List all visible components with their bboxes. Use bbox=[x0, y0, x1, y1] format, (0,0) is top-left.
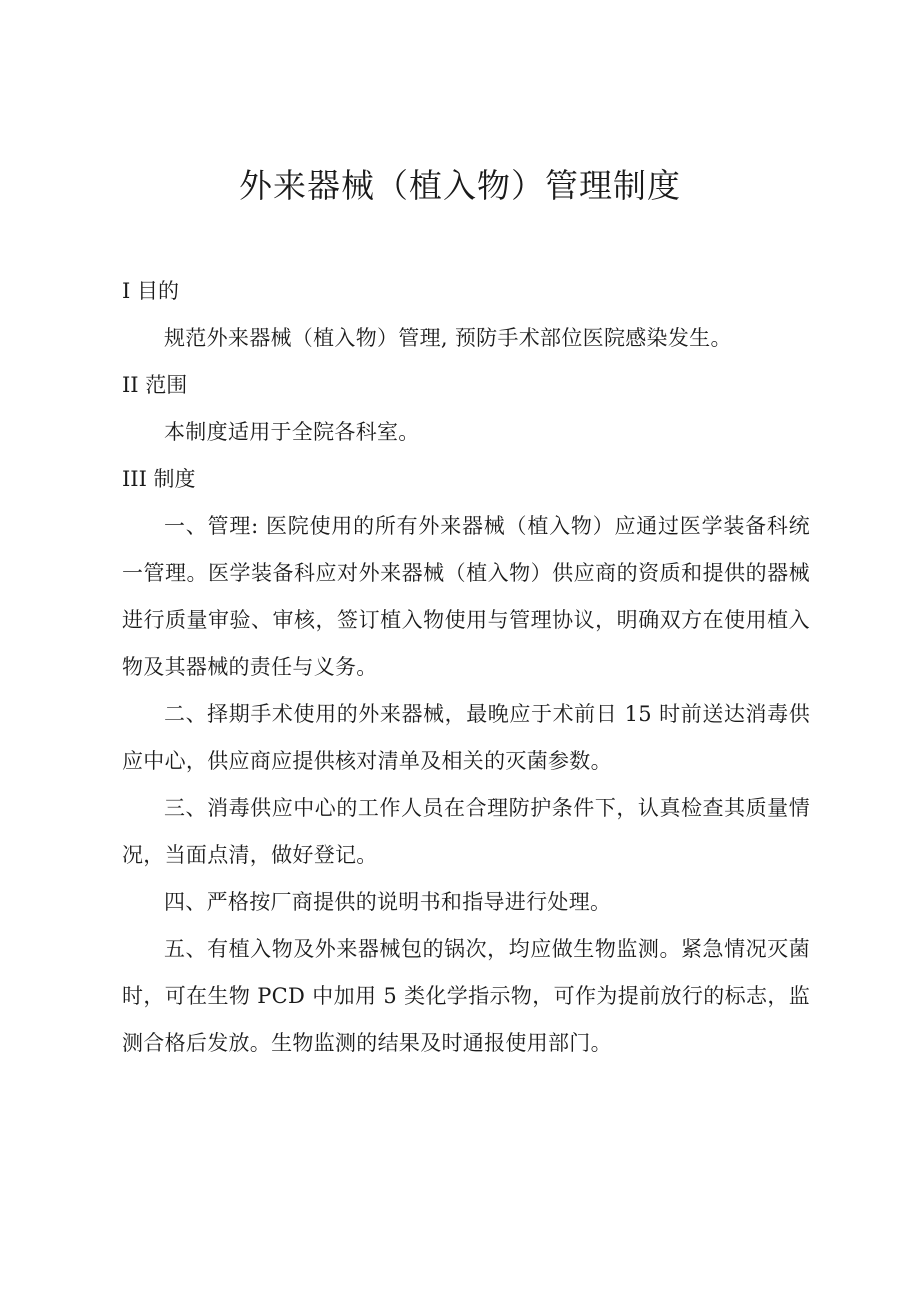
section-heading-scope: II 范围 bbox=[122, 373, 188, 397]
paragraph-purpose: 规范外来器械（植入物）管理, 预防手术部位医院感染发生。 bbox=[164, 326, 732, 350]
document-body bbox=[122, 268, 810, 1067]
section-heading-purpose: I 目的 bbox=[122, 279, 179, 303]
paragraph-policy-3: 三、消毒供应中心的工作人员在合理防护条件下，认真检查其质量情况，当面点清，做好登记。 bbox=[122, 796, 810, 867]
section-purpose bbox=[122, 268, 810, 362]
document-title: 外来器械（植入物）管理制度 bbox=[239, 166, 681, 205]
paragraph-policy-4: 四、严格按厂商提供的说明书和指导进行处理。 bbox=[164, 890, 612, 914]
paragraph-policy-5: 五、有植入物及外来器械包的锅次，均应做生物监测。紧急情况灭菌时，可在生物 PCD 中加用 5 类化学指示物，可作为提前放行的标志，监测合格后发放。生物监测的结果及时通报使用部门。 bbox=[122, 937, 810, 1055]
paragraph-policy-2: 二、择期手术使用的外来器械，最晚应于术前日 15 时前送达消毒供应中心，供应商应提供核对清单及相关的灭菌参数。 bbox=[122, 702, 810, 773]
section-policy bbox=[122, 456, 810, 1067]
section-scope bbox=[122, 362, 810, 456]
paragraph-policy-1: 一、管理: 医院使用的所有外来器械（植入物）应通过医学装备科统一管理。医学装备科应对外来器械（植入物）供应商的资质和提供的器械进行质量审验、审核，签订植入物使用与管理协议，明确双方在使用植入物及其器械的责任与义务。 bbox=[122, 514, 810, 679]
section-heading-policy: III 制度 bbox=[122, 467, 196, 491]
paragraph-scope: 本制度适用于全院各科室。 bbox=[164, 420, 420, 444]
